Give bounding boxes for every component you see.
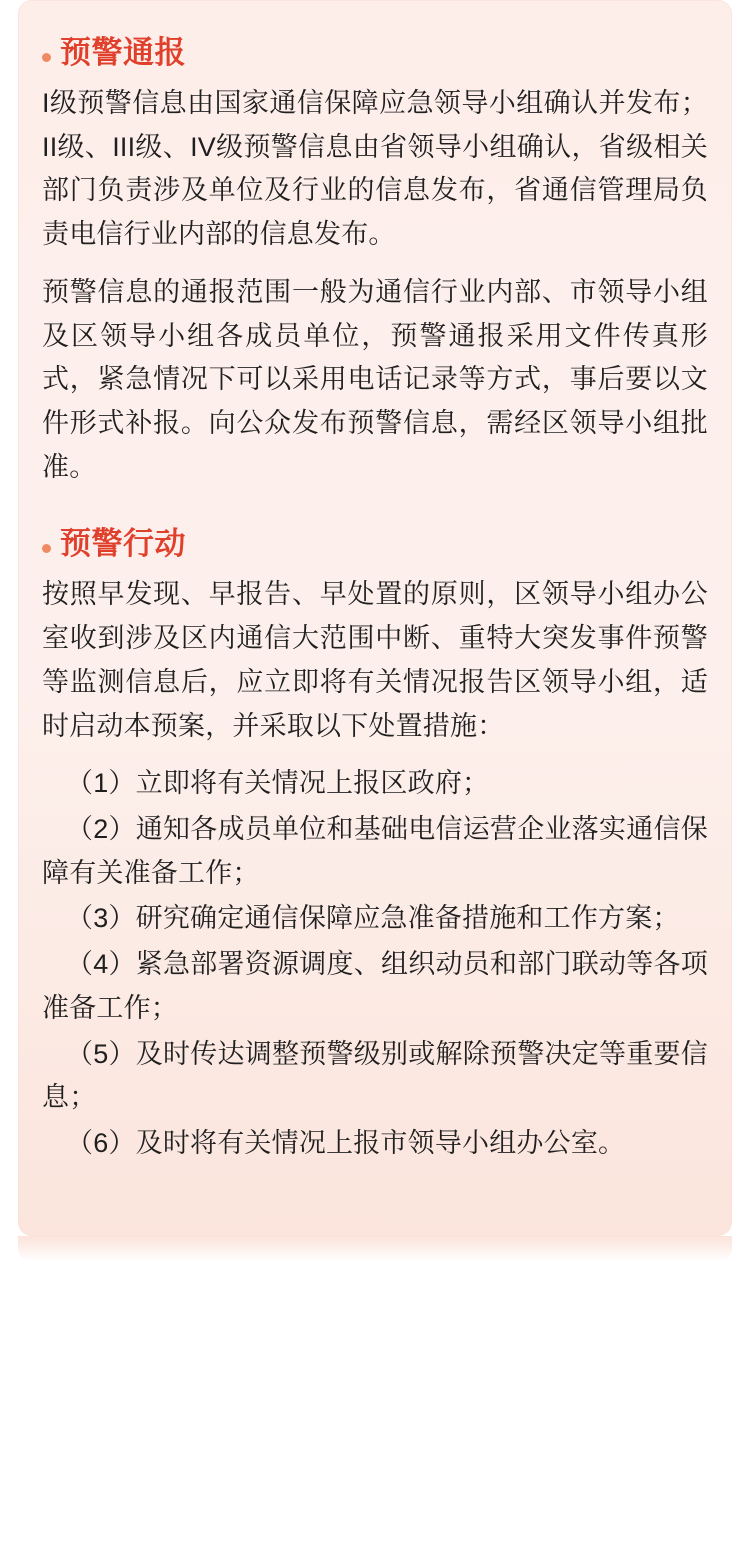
section-warning-action: [42, 523, 708, 1165]
list-item: （1）立即将有关情况上报区政府；: [66, 768, 490, 799]
paragraph: 按照早发现、早报告、早处置的原则，区领导小组办公室收到涉及区内通信大范围中断、重特大突发事件预警等监测信息后，应立即将有关情况报告区领导小组，适时启动本预案，并采取以下处置措施：: [42, 579, 708, 741]
list-item: （3）研究确定通信保障应急准备措施和工作方案；: [66, 903, 680, 934]
list-item: （4）紧急部署资源调度、组织动员和部门联动等各项准备工作；: [42, 949, 708, 1023]
section-heading-text: 预警行动: [60, 526, 186, 562]
article-card: [18, 0, 732, 1236]
paragraph: 预警信息的通报范围一般为通信行业内部、市领导小组及区领导小组各成员单位，预警通报采用文件传真形式，紧急情况下可以采用电话记录等方式，事后要以文件形式补报。向公众发布预警信息，需经区领导小组批准。: [42, 276, 708, 482]
section-heading: [42, 523, 708, 565]
bullet-dot-icon: [42, 544, 51, 553]
bullet-dot-icon: [42, 53, 51, 62]
list-item: （5）及时传达调整预警级别或解除预警决定等重要信息；: [42, 1038, 708, 1113]
list-item: （2）通知各成员单位和基础电信运营企业落实通信保障有关准备工作；: [42, 813, 708, 888]
measures-list: [42, 762, 708, 1166]
card-bottom-fade: [18, 1236, 732, 1262]
paragraph: I级预警信息由国家通信保障应急领导小组确认并发布；II级、III级、IV级预警信息由省领导小组确认，省级相关部门负责涉及单位及行业的信息发布，省通信管理局负责电信行业内部的信息发布。: [42, 87, 708, 250]
section-heading-text: 预警通报: [60, 35, 186, 70]
list-item: （6）及时将有关情况上报市领导小组办公室。: [66, 1128, 626, 1159]
section-warning-notification: [42, 32, 708, 489]
section-spacer: [42, 499, 708, 517]
section-heading: [42, 32, 708, 74]
